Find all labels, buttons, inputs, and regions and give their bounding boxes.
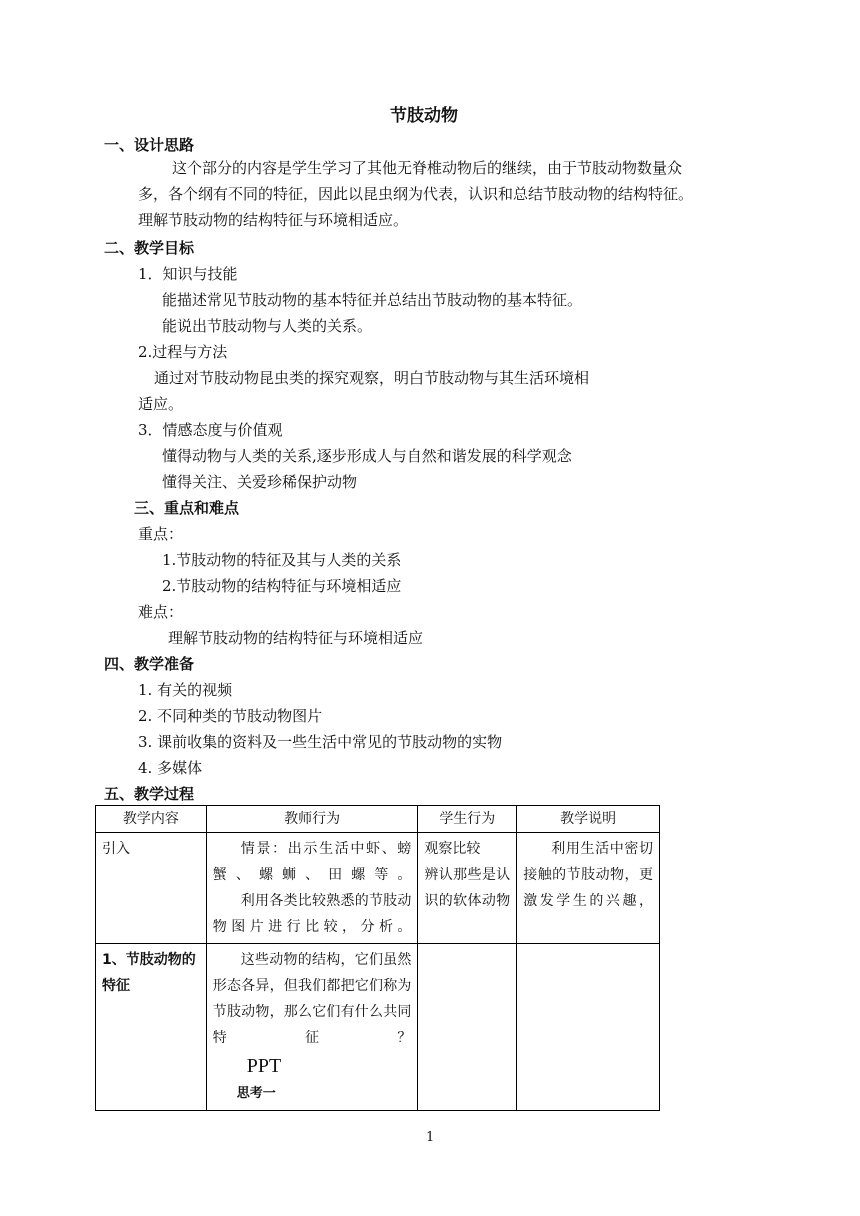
header-notes: 教学说明 <box>517 806 660 833</box>
objective-line: 懂得动物与人类的关系,逐步形成人与自然和谐发展的科学观念 <box>162 447 572 465</box>
prep-item: 1. 有关的视频 <box>138 681 233 699</box>
section-heading-preparation: 四、教学准备 <box>104 655 195 673</box>
header-student: 学生行为 <box>418 806 517 833</box>
prep-item: 3. 课前收集的资料及一些生活中常见的节肢动物的实物 <box>138 733 503 751</box>
teaching-process-table <box>95 805 660 1111</box>
objective-item-process: 2.过程与方法 <box>138 343 228 361</box>
objective-line: 能说出节肢动物与人类的关系。 <box>162 317 373 335</box>
cell-notes <box>517 944 660 1111</box>
header-content: 教学内容 <box>96 806 207 833</box>
cell-teacher <box>206 944 418 1111</box>
objective-line: 能描述常见节肢动物的基本特征并总结出节肢动物的基本特征。 <box>162 291 583 309</box>
key-item: 2.节肢动物的结构特征与环境相适应 <box>162 577 402 595</box>
cell-student <box>418 833 517 944</box>
objective-line: 懂得关注、关爱珍稀保护动物 <box>162 473 358 491</box>
table-header-row <box>96 806 660 833</box>
section-heading-keypoints: 三、重点和难点 <box>134 499 240 517</box>
table-row <box>96 944 660 1111</box>
teacher-para: 情景：出示生活中虾、螃蟹、螺蛳、田螺等。 <box>212 841 412 883</box>
paragraph-line: 这个部分的内容是学生学习了其他无脊椎动物后的继续，由于节肢动物数量众 <box>172 159 683 177</box>
objective-line: 通过对节肢动物昆虫类的探究观察，明白节肢动物与其生活环境相 <box>154 369 590 387</box>
cell-notes <box>517 833 660 944</box>
student-line: 辨认那些是认识的软体动物 <box>424 867 511 909</box>
teacher-para: 利用各类比较熟悉的节肢动物图片进行比较，分析。 <box>212 893 412 935</box>
table-row <box>96 833 660 944</box>
objective-item-knowledge: 1．知识与技能 <box>138 265 238 283</box>
objective-item-attitude: 3．情感态度与价值观 <box>138 421 283 439</box>
ppt-label: PPT <box>246 1055 282 1077</box>
paragraph-line: 多，各个纲有不同的特征，因此以昆虫纲为代表，认识和总结节肢动物的结构特征。 <box>138 185 694 203</box>
key-item: 1.节肢动物的特征及其与人类的关系 <box>162 551 402 569</box>
difficulty-label: 难点： <box>138 603 184 621</box>
paragraph-line: 理解节肢动物的结构特征与环境相适应。 <box>138 211 409 229</box>
student-line: 观察比较 <box>424 841 481 857</box>
teacher-para: 这些动物的结构，它们虽然形态各异，但我们都把它们称为节肢动物，那么它们有什么共同特征？ <box>212 952 412 1046</box>
key-label: 重点： <box>138 525 184 543</box>
page-title: 节肢动物 <box>390 106 458 126</box>
prep-item: 4. 多媒体 <box>138 759 203 777</box>
think-label: 思考一 <box>236 1086 276 1101</box>
page-number: 1 <box>426 1130 435 1145</box>
cell-content: 1、节肢动物的特征 <box>96 944 207 1111</box>
section-heading-process: 五、教学过程 <box>104 785 195 803</box>
note-para: 利用生活中密切接触的节肢动物，更激发学生的兴趣， <box>523 841 653 909</box>
prep-item: 2. 不同种类的节肢动物图片 <box>138 707 323 725</box>
cell-teacher <box>206 833 418 944</box>
cell-content: 引入 <box>96 833 207 944</box>
cell-student <box>418 944 517 1111</box>
objective-line: 适应。 <box>138 395 184 413</box>
header-teacher: 教师行为 <box>206 806 418 833</box>
difficulty-item: 理解节肢动物的结构特征与环境相适应 <box>168 629 424 647</box>
section-heading-design: 一、设计思路 <box>104 136 195 154</box>
section-heading-objectives: 二、教学目标 <box>104 239 195 257</box>
